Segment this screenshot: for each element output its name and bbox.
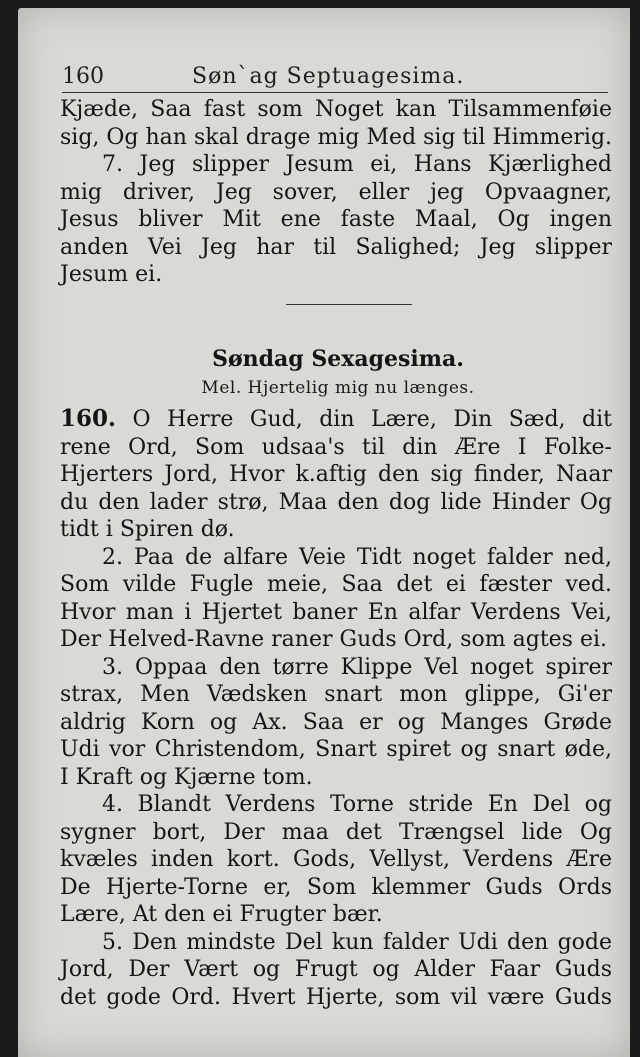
text-line: mig driver, Jeg sover, eller jeg Opvaagner, <box>60 179 612 205</box>
verse-line: det gode Ord. Hvert Hjerte, som vil være Guds <box>60 984 612 1010</box>
page-header <box>62 62 608 93</box>
previous-hymn-text <box>60 96 612 289</box>
running-title: Søn`ag Septuagesima. <box>192 64 465 89</box>
verse-line: strax, Men Vædsken snart mon glippe, Gi'er <box>60 682 612 707</box>
verse-line: 5. Den mindste Del kun falder Udi den gode <box>102 929 612 955</box>
verse-line: I Kraft og Kjærne tom. <box>60 764 313 790</box>
verse-line: sygner bort, Der maa det Trængsel lide Og <box>60 819 612 845</box>
melody-line: Mel. Hjertelig mig nu længes. <box>201 378 475 398</box>
hymn-number: 160. <box>60 405 117 432</box>
verse-line: Hvor man i Hjertet baner En alfar Verdens Vei, <box>60 599 612 625</box>
verse-line: Hjerters Jord, Hvor k.aftig den sig finder, Naar <box>60 462 612 487</box>
hymn-text <box>60 405 612 1011</box>
hymn-title: Søndag Sexagesima. <box>212 346 464 372</box>
verse-1-line-1: 160. O Herre Gud, din Lære, Din Sæd, dit <box>60 405 612 432</box>
verse-line: Jord, Der Vært og Frugt og Alder Faar Guds <box>60 957 612 982</box>
verse-line: Der Helved-Ravne raner Guds Ord, som agtes ei. <box>60 627 608 652</box>
page-number: 160 <box>62 64 104 89</box>
text-line: Kjæde, Saa fast som Noget kan Tilsammenføie <box>60 97 612 122</box>
verse-line: 7. Jeg slipper Jesum ei, Hans Kjærlighed <box>102 152 612 177</box>
verse-line: Lære, At den ei Frugter bær. <box>60 902 383 927</box>
verse-line: tidt i Spiren dø. <box>60 517 235 542</box>
verse-line: Som vilde Fugle meie, Saa det ei fæster ved. <box>60 572 612 597</box>
text-line: Jesus bliver Mit ene faste Maal, Og ingen <box>60 207 612 232</box>
verse-line: 3. Oppaa den tørre Klippe Vel noget spirer <box>102 654 612 680</box>
verse-line: rene Ord, Som udsaa's til din Ære I Folke- <box>60 434 612 460</box>
verse-line: Udi vor Christendom, Snart spiret og snart øde, <box>60 737 612 762</box>
text-line: Jesum ei. <box>60 262 163 287</box>
verse-line: 4. Blandt Verdens Torne stride En Del og <box>102 792 612 817</box>
section-divider <box>286 304 412 305</box>
verse-line: 2. Paa de alfare Veie Tidt noget falder ned, <box>102 544 612 570</box>
verse-line: kvæles inden kort. Gods, Vellyst, Verdens Ære <box>60 847 612 872</box>
verse-line: De Hjerte-Torne er, Som klemmer Guds Ords <box>60 874 612 900</box>
verse-line: du den lader strø, Maa den dog lide Hinder Og <box>60 489 612 515</box>
book-page <box>18 8 630 1057</box>
verse-line: aldrig Korn og Ax. Saa er og Manges Grøde <box>60 709 612 735</box>
text-line: anden Vei Jeg har til Salighed; Jeg slipper <box>60 234 612 260</box>
text-line: sig, Og han skal drage mig Med sig til Himmerig. <box>60 124 613 150</box>
